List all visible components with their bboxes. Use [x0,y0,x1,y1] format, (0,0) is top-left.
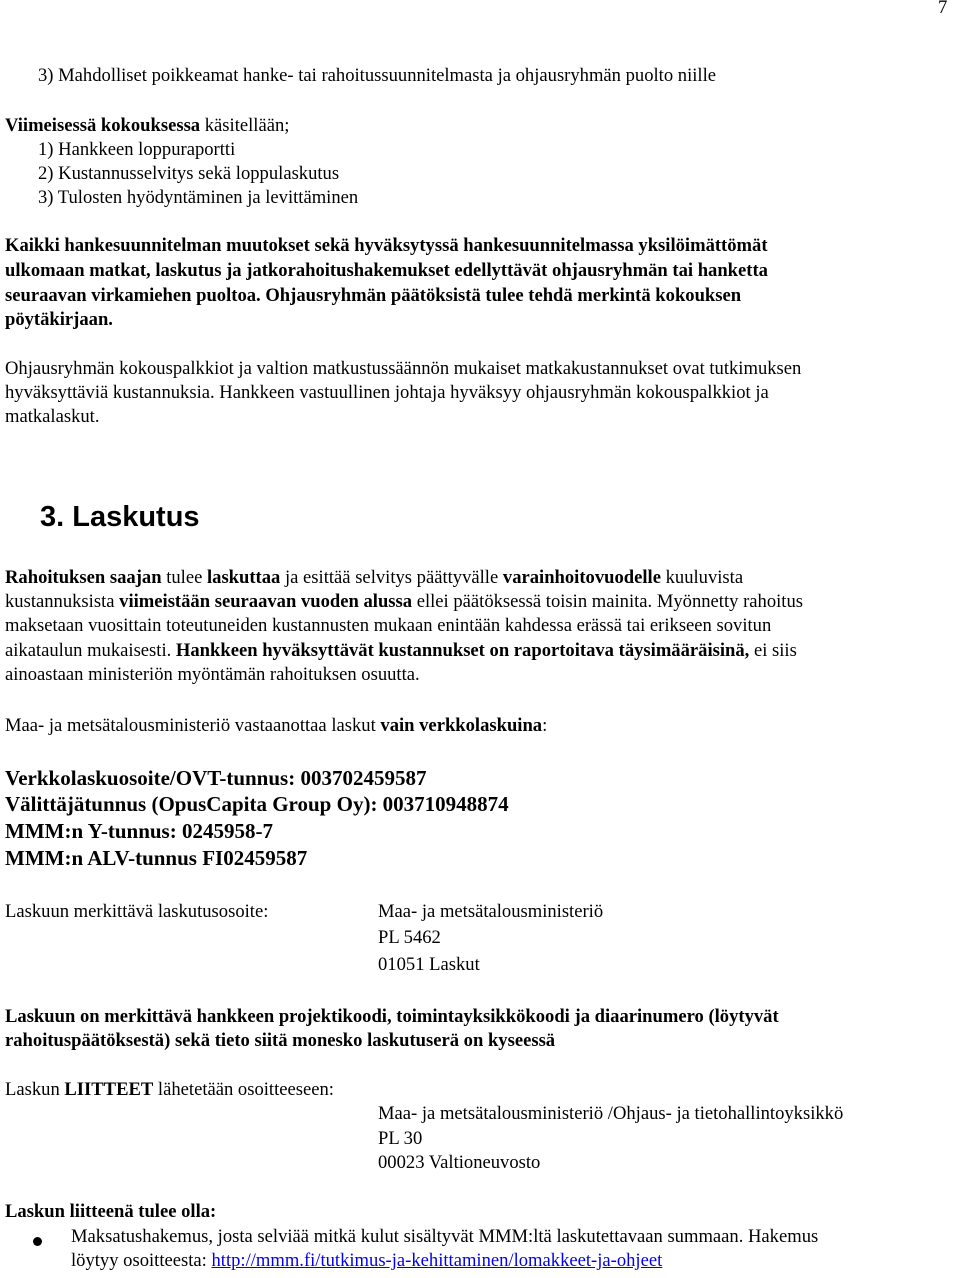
text-span: : [542,715,548,736]
text-span: viimeistään seuraavan vuoden alussa [119,591,413,612]
address-line: PL 30 [378,1128,423,1149]
text-span: tulee [161,567,207,588]
text-span: Laskun [5,1079,65,1100]
address-line: 01051 Laskut [378,954,480,975]
text-span: ellei päätöksessä toisin mainita. Myönnetty rahoitus [412,591,803,612]
vat-id: MMM:n ALV-tunnus FI02459587 [5,846,308,870]
attachment-contents-heading: Laskun liitteenä tulee olla: [5,1201,217,1222]
attachments-intro [5,1078,334,1103]
bullet-text-line-2 [71,1249,662,1274]
billing-address-label: Laskuun merkittävä laskutusosoite: [5,901,269,922]
form-link[interactable]: http://mmm.fi/tutkimus-ja-kehittaminen/lomakkeet-ja-ohjeet [211,1250,663,1271]
text-span: kustannuksista [5,591,120,612]
address-line: 00023 Valtioneuvosto [378,1152,541,1173]
text-span: Maa- ja metsätalousministeriö vastaanottaa laskut [5,715,381,736]
text-span: aikataulun mukaisesti. [5,640,176,661]
text-span: ja esittää selvitys päättyvälle [280,567,503,588]
text-span: laskuttaa [206,567,281,588]
text-span: ei siis [749,640,797,661]
address-line: Maa- ja metsätalousministeriö /Ohjaus- ja tietohallintoyksikkö [378,1103,844,1124]
text-line: Laskuun on merkittävä hankkeen projektikoodi, toimintayksikkökoodi ja diaarinumero (löytyvät [5,1006,779,1027]
section-heading: 3. Laskutus [40,501,200,533]
bullet-icon [33,1237,42,1246]
text-span: löytyy osoitteesta: [71,1250,212,1271]
last-meeting-intro [5,114,289,139]
einvoice-address: Verkkolaskuosoite/OVT-tunnus: 003702459587 [5,766,427,790]
last-meeting-item: 2) Kustannusselvitys sekä loppulaskutus [38,163,340,184]
address-line: PL 5462 [378,927,441,948]
last-meeting-intro-rest: käsitellään; [200,115,290,136]
business-id: MMM:n Y-tunnus: 0245958-7 [5,819,273,843]
text-span: kuuluvista [660,567,744,588]
bullet-text-line: Maksatushakemus, josta selviää mitkä kulut sisältyvät MMM:ltä laskutettavaan summaan. Hakemus [71,1226,819,1247]
last-meeting-item: 3) Tulosten hyödyntäminen ja levittäminen [38,187,359,208]
intermediary-id: Välittäjätunnus (OpusCapita Group Oy): 003710948874 [5,792,509,816]
text-span: Hankkeen hyväksyttävät kustannukset on raportoitava täysimääräisinä, [175,640,750,661]
text-line: Kaikki hankesuunnitelman muutokset sekä hyväksytyssä hankesuunnitelmassa yksilöimättömät [5,235,768,256]
text-span: vain verkkolaskuina [380,715,543,736]
text-line: hyväksyttäviä kustannuksia. Hankkeen vastuullinen johtaja hyväksyy ohjausryhmän kokouspalkkiot ja [5,382,769,403]
text-line: ainoastaan ministeriön myöntämän rahoituksen osuutta. [5,664,420,685]
text-line: matkalaskut. [5,406,100,427]
text-line: pöytäkirjaan. [5,309,113,330]
text-line: ulkomaan matkat, laskutus ja jatkorahoitushakemukset edellyttävät ohjausryhmän tai hanketta [5,260,768,281]
address-line: Maa- ja metsätalousministeriö [378,901,604,922]
last-meeting-intro-bold: Viimeisessä kokouksessa [5,115,201,136]
text-line: rahoituspäätöksestä) sekä tieto siitä monesko laskutuserä on kyseessä [5,1030,556,1051]
text-line: Ohjausryhmän kokouspalkkiot ja valtion matkustussäännön mukaiset matkakustannukset ovat tutkimuksen [5,358,802,379]
text-span: LIITTEET [64,1079,154,1100]
text-span: lähetetään osoitteeseen: [153,1079,334,1100]
einvoice-line [5,714,547,739]
text-line: maksetaan vuosittain toteutuneiden kustannusten mukaan enintään kahdessa erässä tai erikseen sovitun [5,615,772,636]
page-number: 7 [938,0,948,18]
last-meeting-item: 1) Hankkeen loppuraportti [38,139,236,160]
text-span: varainhoitovuodelle [502,567,661,588]
text-span: Rahoituksen saajan [5,567,162,588]
text-line: seuraavan virkamiehen puoltoa. Ohjausryhmän päätöksistä tulee tehdä merkintä kokouksen [5,285,742,306]
meeting-item-3: 3) Mahdolliset poikkeamat hanke- tai rahoitussuunnitelmasta ja ohjausryhmän puolto niille [38,65,717,86]
